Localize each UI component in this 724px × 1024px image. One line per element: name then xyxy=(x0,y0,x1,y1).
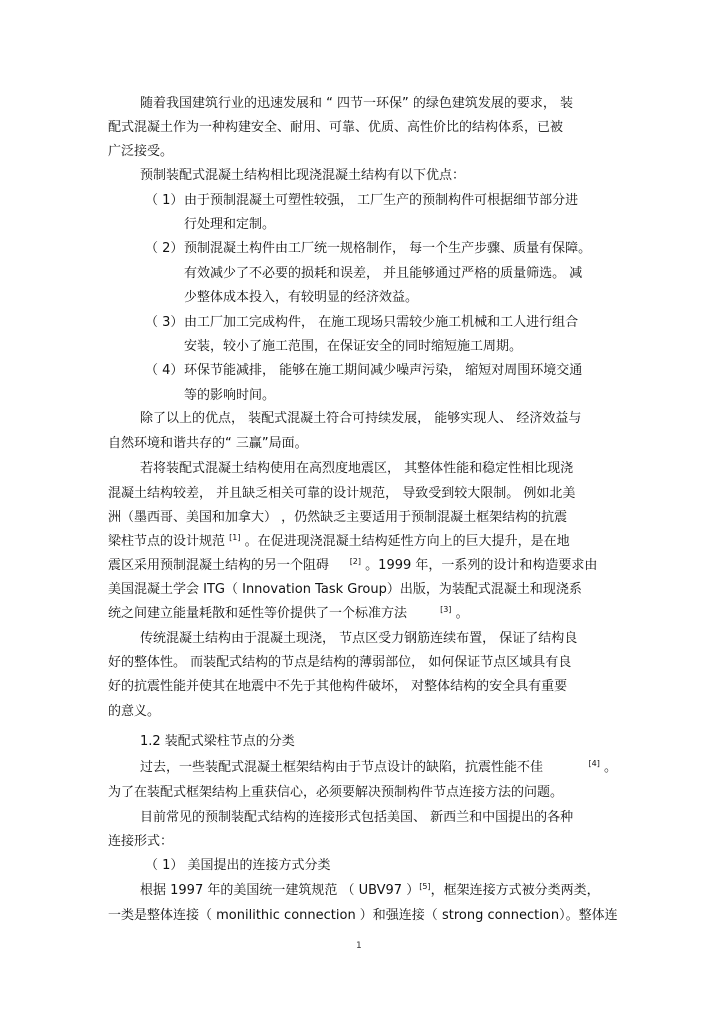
paragraph-line: 为了在装配式框架结构上重获信心，必须要解决预制构件节点连接方法的问题。 xyxy=(108,785,564,800)
line-text: 。 xyxy=(455,606,469,621)
list-item-line: 等的影响时间。 xyxy=(184,388,276,403)
list-item-line: 环保节能减排， 能够在施工期间减少噪声污染， 缩短对周围环境交通 xyxy=(184,363,583,378)
list-number: （ 4） xyxy=(145,363,184,378)
paragraph-line: 好的整体性。 而装配式结构的节点是结构的薄弱部位， 如何保证节点区域具有良 xyxy=(108,655,572,670)
paragraph-line xyxy=(140,760,617,776)
line-text: 统之间建立能量耗散和延性等价提供了一个标准方法 xyxy=(108,606,408,621)
line-text: 根据 1997 年的美国统一建筑规范 （ UBV97 ） xyxy=(140,883,420,898)
list-item-line: 少整体成本投入，有较明显的经济效益。 xyxy=(184,290,419,305)
paragraph-line xyxy=(140,883,600,899)
section-heading: 1.2 装配式梁柱节点的分类 xyxy=(140,734,295,749)
paragraph-line: 混凝土结构较差， 并且缺乏相关可靠的设计规范， 导致受到较大限制。 例如北美 xyxy=(108,486,576,501)
line-text: 。1999 年，一系列的设计和构造要求由 xyxy=(365,558,598,573)
paragraph-line: 美国混凝土学会 ITG（ Innovation Task Group）出版，为装配式混凝土和现浇系 xyxy=(108,582,582,597)
paragraph-line xyxy=(108,534,570,550)
paragraph-line: 除了以上的优点， 装配式混凝土符合可持续发展， 能够实现人、 经济效益与 xyxy=(140,411,582,426)
paragraph-line: 连接形式： xyxy=(108,834,174,849)
paragraph-line: 的意义。 xyxy=(108,704,161,719)
paragraph-line: 洲（墨西哥、美国和加拿大） ，仍然缺乏主要适用于预制混凝土框架结构的抗震 xyxy=(108,510,568,525)
paragraph-line: 好的抗震性能并使其在地震中不先于其他构件破坏， 对整体结构的安全具有重要 xyxy=(108,679,568,694)
list-item-line: 由于预制混凝土可塑性较强， 工厂生产的预制构件可根据细节部分进 xyxy=(184,193,579,208)
paragraph-line: 传统混凝土结构由于混凝土现浇， 节点区受力钢筋连续布置， 保证了结构良 xyxy=(140,631,578,646)
list-number: （ 3） xyxy=(145,315,184,330)
line-text: 过去，一些装配式混凝土框架结构由于节点设计的缺陷，抗震性能不佳 xyxy=(140,760,544,775)
citation: [4] xyxy=(588,759,600,768)
list-item-line: 预制混凝土构件由工厂统一规格制作， 每一个生产步骤、质量有保障。 xyxy=(184,241,592,256)
paragraph-line: 自然环境和谐共存的“ 三赢”局面。 xyxy=(108,436,308,451)
paragraph-line: 目前常见的预制装配式结构的连接形式包括美国、 新西兰和中国提出的各种 xyxy=(140,810,574,825)
line-text: 震区采用预制混凝土结构的另一个阻碍 xyxy=(108,558,330,573)
list-number: （ 1） xyxy=(145,193,184,208)
citation: [3] xyxy=(440,605,452,614)
paragraph-line: 预制装配式混凝土结构相比现浇混凝土结构有以下优点： xyxy=(140,168,466,183)
citation: [5] xyxy=(419,882,431,891)
paragraph-line: 随着我国建筑行业的迅速发展和 “ 四节一环保” 的绿色建筑发展的要求， 装 xyxy=(140,96,573,111)
paragraph-line: 配式混凝土作为一种构建安全、耐用、可靠、优质、高性价比的结构体系，已被 xyxy=(108,120,564,135)
list-item-line: 有效减少了不必要的损耗和误差， 并且能够通过严格的质量筛选。 减 xyxy=(184,266,583,281)
paragraph-line xyxy=(108,558,597,574)
paragraph-line: 一类是整体连接（ monilithic connection ）和强连接（ strong connection）。整体连 xyxy=(108,908,618,923)
line-text: 。在促进现浇混凝土结构延性方向上的巨大提升，是在地 xyxy=(244,534,570,549)
list-item-line: 行处理和定制。 xyxy=(184,217,276,232)
list-item-line: 安装，较小了施工范围，在保证安全的同时缩短施工周期。 xyxy=(184,339,523,354)
line-text: ，框架连接方式被分类两类， xyxy=(430,883,600,898)
paragraph-line xyxy=(108,606,469,622)
line-text: 。 xyxy=(603,760,617,775)
citation: [1] xyxy=(229,533,241,542)
list-number: （ 2） xyxy=(145,241,184,256)
paragraph-line: 若将装配式混凝土结构使用在高烈度地震区， 其整体性能和稳定性相比现浇 xyxy=(140,461,574,476)
paragraph-line: 广泛接受。 xyxy=(108,144,174,159)
page-number: 1 xyxy=(356,941,362,951)
citation: [2] xyxy=(349,557,362,566)
line-text: 梁柱节点的设计规范 xyxy=(108,534,226,549)
list-item-line: 由工厂加工完成构件， 在施工现场只需较少施工机械和工人进行组合 xyxy=(184,315,579,330)
subheading: （ 1） 美国提出的连接方式分类 xyxy=(145,858,331,873)
